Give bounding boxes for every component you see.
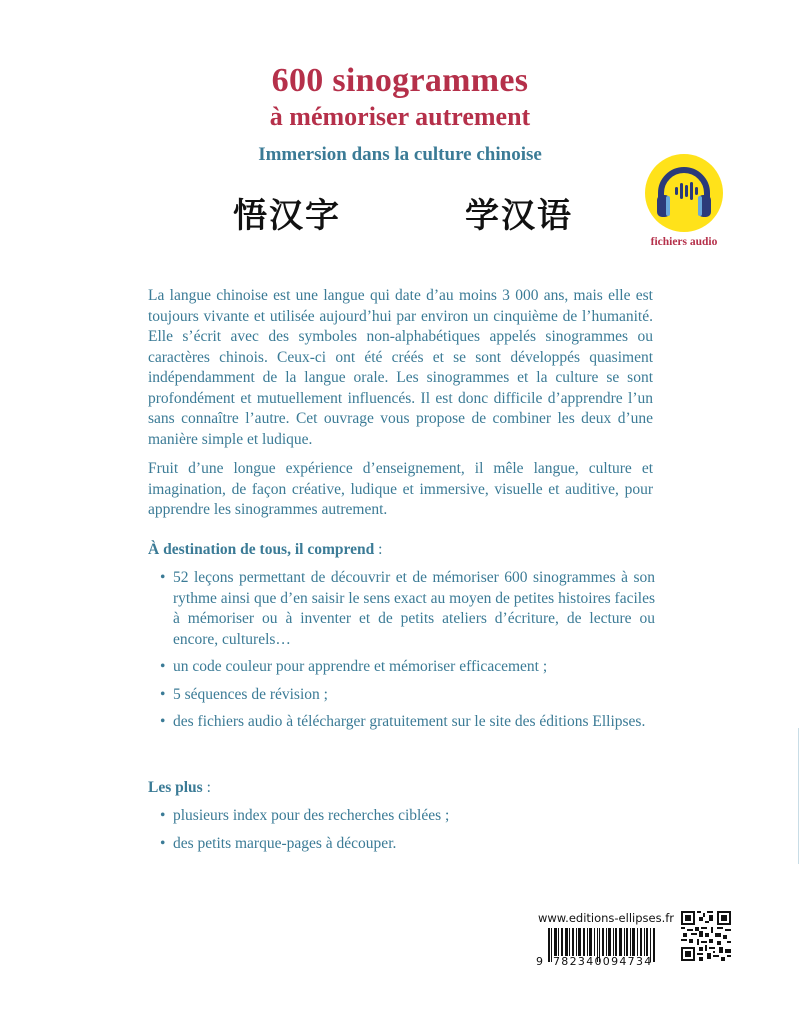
list-item — [160, 806, 655, 827]
book-title-subline: à mémoriser autrement — [269, 102, 531, 131]
list-item-text: des fichiers audio à télécharger gratuitement sur le site des éditions Ellipses. — [173, 713, 646, 730]
extras-list — [160, 806, 655, 861]
headphones-audio-icon — [653, 165, 715, 221]
list-item-text: 5 séquences de révision ; — [173, 685, 328, 703]
contents-heading — [148, 540, 382, 560]
list-item-text: 52 leçons permettant de découvrir et de mémoriser 600 sinogrammes à son rythme ainsi que d’en saisir le sens exact au moyen de petites histoires faciles à mémoriser ou à inventer et de petits ateliers d’écriture, de lecture ou encore, culturels… — [173, 569, 655, 648]
extras-heading-text: Les plus — [148, 779, 203, 796]
audio-files-badge — [645, 154, 723, 248]
extras-heading — [148, 778, 211, 798]
barcode-icon — [534, 928, 668, 966]
intro-paragraph: La langue chinoise est une langue qui date d’au moins 3 000 ans, mais elle est toujours vivante et utilisée aujourd’hui par environ un cinquième de l’humanité. Elle s’écrit avec des symboles non-alphabétiques appelés sinogrammes ou caractères chinois. Ceux-ci ont été créés et se sont développés quasiment indépendamment de la langue orale. Les sinogrammes et la culture se sont profondément et mutuellement influencés. Il est donc difficile d’apprendre l’un sans connaître l’autre. Cet ouvrage vous propose de combiner les deux d’une manière simple et ludique. — [148, 287, 653, 448]
intro-text — [148, 286, 653, 530]
list-item — [160, 685, 655, 706]
contents-heading-colon: : — [374, 541, 383, 558]
chinese-title-row — [233, 188, 573, 237]
bullet-icon: • — [160, 569, 166, 586]
isbn-prefix-digit: 9 — [536, 955, 543, 966]
list-item — [160, 568, 655, 650]
extras-heading-colon: : — [202, 779, 211, 796]
book-subtitle: Immersion dans la culture chinoise — [258, 144, 542, 165]
audio-badge-label: fichiers audio — [650, 236, 718, 248]
chinese-phrase-right: 学汉语 — [465, 196, 573, 236]
bullet-icon: • — [160, 834, 166, 852]
contents-heading-text: À destination de tous, il comprend — [148, 541, 375, 558]
list-item-text: des petits marque-pages à découper. — [173, 834, 397, 852]
bullet-icon: • — [160, 658, 166, 675]
list-item-text: un code couleur pour apprendre et mémoriser efficacement ; — [173, 658, 548, 675]
list-item — [160, 657, 655, 678]
book-title: 600 sinogrammes — [271, 62, 529, 99]
intro-paragraph: Fruit d’une longue expérience d’enseignement, il mêle langue, culture et imagination, de façon créative, ludique et immersive, visuelle et auditive, pour apprendre les sinogrammes autrement. — [148, 460, 653, 518]
bullet-icon: • — [160, 807, 166, 824]
chinese-phrase-left: 悟汉字 — [233, 196, 341, 236]
publisher-website[interactable]: www.editions-ellipses.fr — [538, 911, 675, 925]
bullet-icon: • — [160, 685, 166, 703]
list-item — [160, 834, 655, 855]
bullet-icon: • — [160, 713, 166, 730]
page-edge-divider — [798, 728, 799, 864]
list-item-text: plusieurs index pour des recherches ciblées ; — [173, 807, 450, 824]
contents-list — [160, 568, 655, 740]
qr-code-icon[interactable] — [681, 911, 731, 961]
isbn-digits: 782340094734 — [553, 955, 653, 966]
list-item — [160, 712, 655, 733]
audio-badge-circle — [645, 154, 723, 232]
